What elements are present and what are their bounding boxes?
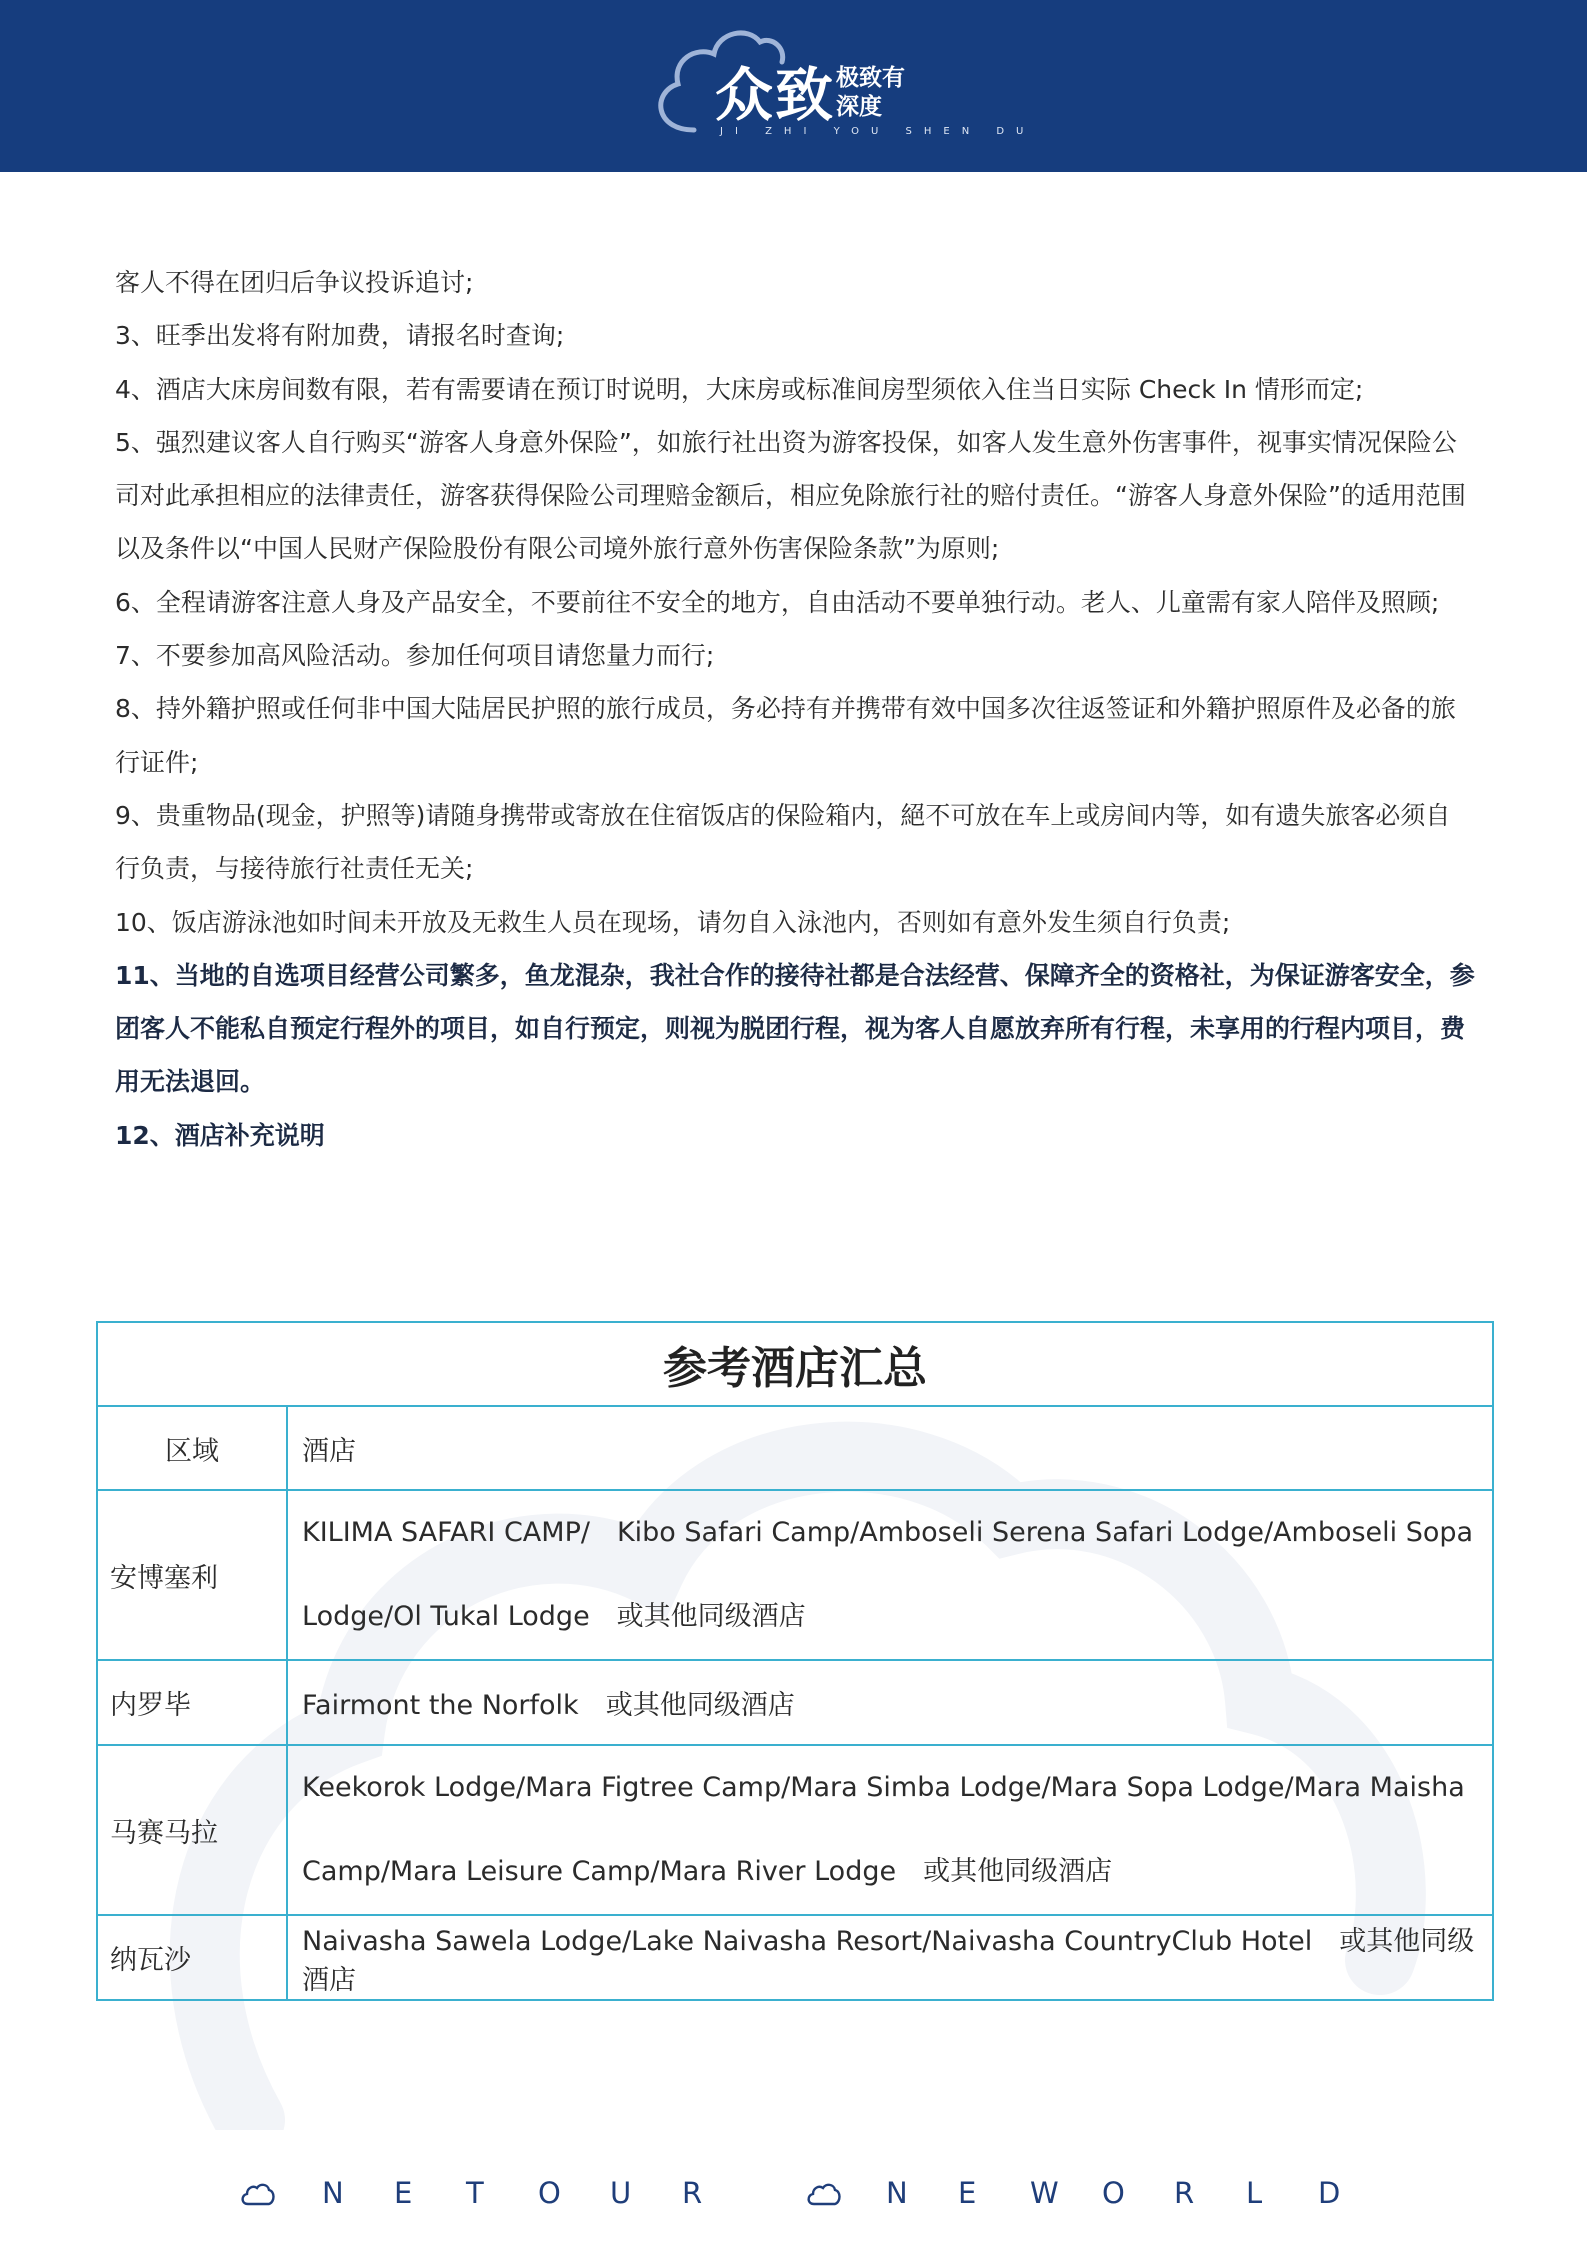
footer-letter: O — [538, 2176, 561, 2210]
table-row — [97, 1490, 1493, 1660]
footer-letter: L — [1246, 2176, 1263, 2210]
footer-slogan-left — [322, 2176, 754, 2210]
cloud-icon — [806, 2182, 842, 2208]
note-item: 5、强烈建议客人自行购买“游客人身意外保险”，如旅行社出资为游客投保，如客人发生意外伤害事件，视事实情况保险公司对此承担相应的法律责任，游客获得保险公司理赔金额后，相应免除旅行社的赔付责任。“游客人身意外保险”的适用范围以及条件以“中国人民财产保险股份有限公司境外旅行意外伤害保险条款”为原则; — [115, 427, 1466, 564]
footer-letter: R — [1174, 2176, 1195, 2210]
footer-letter: N — [322, 2176, 344, 2210]
footer-letter: E — [958, 2176, 977, 2210]
region-cell: 安博塞利 — [97, 1490, 287, 1660]
region-cell: 内罗毕 — [97, 1660, 287, 1745]
footer-letter: T — [466, 2176, 484, 2210]
note-item-bold: 12、酒店补充说明 — [115, 1120, 325, 1150]
cloud-icon — [240, 2182, 276, 2208]
logo-slogan: 极致有深度 — [836, 65, 905, 120]
footer-letter: D — [1318, 2176, 1341, 2210]
hotel-cell: Fairmont the Norfolk 或其他同级酒店 — [287, 1660, 1493, 1745]
note-item: 3、旺季出发将有附加费，请报名时查询; — [115, 321, 565, 351]
footer-letter: R — [682, 2176, 703, 2210]
footer-slogan-right — [886, 2176, 1390, 2210]
page-footer — [0, 2170, 1587, 2220]
region-cell: 马赛马拉 — [97, 1745, 287, 1915]
table-row — [97, 1745, 1493, 1915]
logo-pinyin: JI ZHI YOU SHEN DU — [720, 126, 1036, 137]
hotel-cell: KILIMA SAFARI CAMP/ Kibo Safari Camp/Amboseli Serena Safari Lodge/Amboseli Sopa Lodge/Ol Tukal Lodge 或其他同级酒店 — [287, 1490, 1493, 1660]
note-item: 9、贵重物品(现金，护照等)请随身携带或寄放在住宿饭店的保险箱内，絕不可放在车上或房间内等，如有遗失旅客必须自行负责，与接待旅行社责任无关; — [115, 800, 1451, 884]
note-item: 8、持外籍护照或任何非中国大陆居民护照的旅行成员，务必持有并携带有效中国多次往返签证和外籍护照原件及必备的旅行证件; — [115, 694, 1456, 777]
footer-letter: W — [1030, 2176, 1059, 2210]
note-item: 客人不得在团归后争议投诉追讨; — [115, 268, 474, 297]
logo-wordmark: 众致 — [715, 61, 836, 129]
page-header — [0, 0, 1587, 172]
footer-letter: O — [1102, 2176, 1125, 2210]
footer-letter: N — [886, 2176, 908, 2210]
brand-logo — [644, 22, 1036, 152]
table-row — [97, 1915, 1493, 2000]
notes-section — [115, 256, 1475, 1162]
note-item-bold: 11、当地的自选项目经营公司繁多，鱼龙混杂，我社合作的接待社都是合法经营、保障齐全的资格社，为保证游客安全，参团客人不能私自预定行程外的项目，如自行预定，则视为脱团行程，视为客人自愿放弃所有行程，未享用的行程内项目，费用无法退回。 — [115, 960, 1475, 1097]
table-header-row — [97, 1406, 1493, 1490]
footer-letter: U — [610, 2176, 632, 2210]
column-header-region: 区域 — [97, 1406, 287, 1490]
table-title: 参考酒店汇总 — [97, 1322, 1493, 1406]
hotel-cell: Naivasha Sawela Lodge/Lake Naivasha Resort/Naivasha CountryClub Hotel 或其他同级酒店 — [287, 1915, 1493, 2000]
note-item: 4、酒店大床房间数有限，若有需要请在预订时说明，大床房或标准间房型须依入住当日实际 Check In 情形而定; — [115, 374, 1364, 404]
hotel-cell: Keekorok Lodge/Mara Figtree Camp/Mara Simba Lodge/Mara Sopa Lodge/Mara Maisha Camp/Mara Leisure Camp/Mara River Lodge 或其他同级酒店 — [287, 1745, 1493, 1915]
note-item: 7、不要参加高风险活动。参加任何项目请您量力而行; — [115, 641, 715, 671]
note-item: 10、饭店游泳池如时间未开放及无救生人员在现场，请勿自入泳池内，否则如有意外发生须自行负责; — [115, 907, 1231, 937]
table-row — [97, 1660, 1493, 1745]
note-item: 6、全程请游客注意人身及产品安全，不要前往不安全的地方，自由活动不要单独行动。老人、儿童需有家人陪伴及照顾; — [115, 587, 1440, 617]
region-cell: 纳瓦沙 — [97, 1915, 287, 2000]
hotel-summary-table — [96, 1321, 1494, 2001]
footer-letter: E — [394, 2176, 413, 2210]
column-header-hotel: 酒店 — [287, 1406, 1493, 1490]
